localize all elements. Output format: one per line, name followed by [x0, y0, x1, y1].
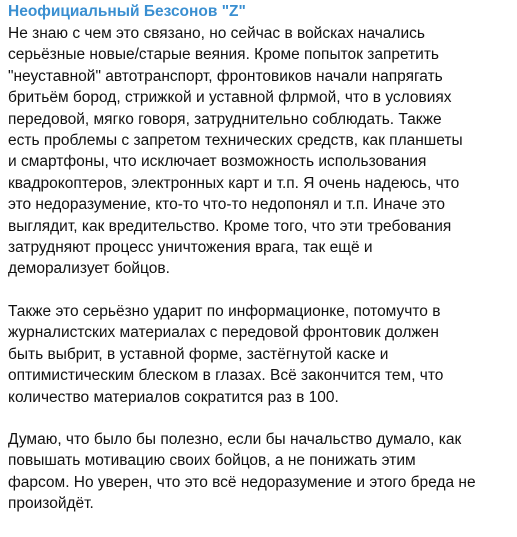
post-line: деморализует бойцов.: [8, 260, 170, 278]
post-paragraph-3: [8, 429, 509, 515]
channel-name[interactable]: Неофициальный Безсонов "Z": [8, 3, 246, 20]
post-line: квадрокоптеров, электронных карт и т.п. Я очень надеюсь, что: [8, 174, 460, 192]
post-line: быть выбрит, в уставной форме, застёгнутой каске и: [8, 345, 389, 363]
post-line: количество материалов сократится раз в 100.: [8, 388, 339, 406]
paragraph-spacer: [8, 280, 509, 301]
post-line: "неуставной" автотранспорт, фронтовиков начали напрягать: [8, 67, 443, 85]
post-line: Не знаю с чем это связано, но сейчас в войсках начались: [8, 25, 425, 42]
post-line: Думаю, что было бы полезно, если бы начальство думало, как: [8, 430, 462, 448]
post-line: повышать мотивацию своих бойцов, а не понижать этим: [8, 452, 416, 470]
post-line: Также это серьёзно ударит по информационке, потомучто в: [8, 302, 441, 320]
post-line: затрудняют процесс уничтожения врага, так ещё и: [8, 239, 373, 257]
post-line: бритьём бород, стрижкой и уставной флрмой, что в условиях: [8, 89, 452, 107]
post-line: есть проблемы с запретом технических средств, как планшеты: [8, 132, 463, 150]
post-line: серьёзные новые/старые веяния. Кроме попыток запретить: [8, 46, 439, 64]
post-line: фарсом. Но уверен, что это всё недоразумение и этого бреда не: [8, 473, 476, 491]
post-line: оптимистическим блеском в глазах. Всё закончится тем, что: [8, 367, 444, 385]
post-line: журналистских материалах с передовой фронтовик должен: [8, 324, 439, 342]
post-line: передовой, мягко говоря, затруднительно соблюдать. Также: [8, 110, 442, 128]
post-line: выглядит, как вредительство. Кроме того, что эти требования: [8, 217, 452, 235]
post-line: это недоразумение, кто-то что-то недопонял и т.п. Иначе это: [8, 196, 445, 214]
post-paragraph-2: [8, 301, 509, 408]
post-line: и смартфоны, что исключает возможность использования: [8, 153, 427, 171]
paragraph-spacer: [8, 408, 509, 429]
post-line: произойдёт.: [8, 495, 94, 513]
post-paragraph-1: [8, 23, 509, 280]
